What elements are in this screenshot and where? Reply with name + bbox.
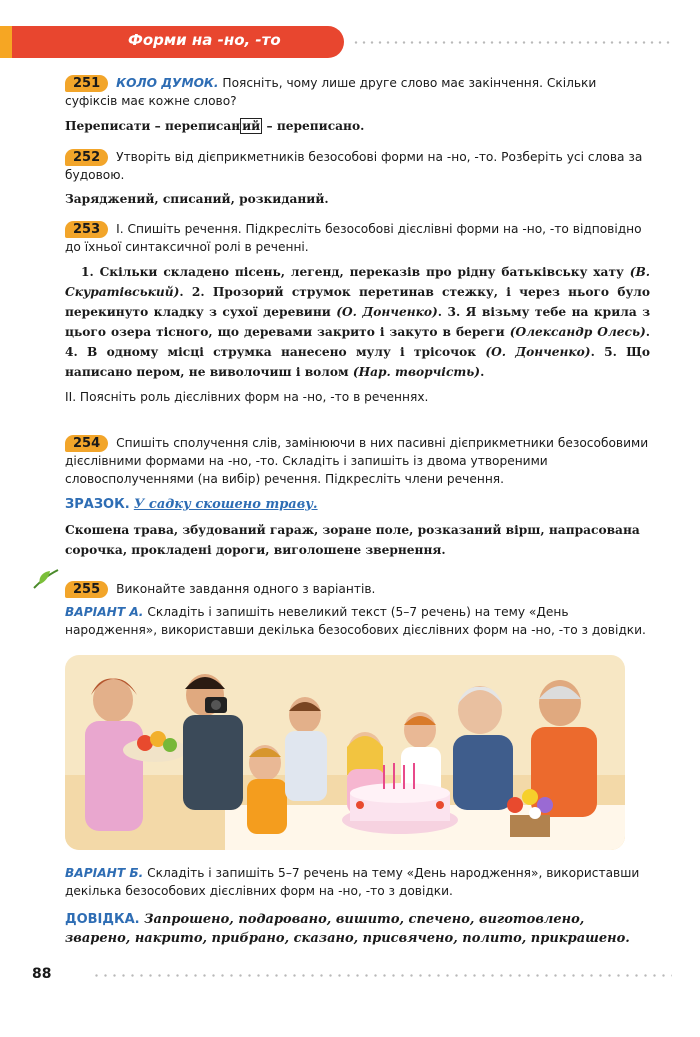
exercise-number: 253 xyxy=(65,221,108,238)
exercise-255 xyxy=(65,580,650,639)
sentence: . 5. Що написано пером, не виволочиш і волом xyxy=(65,345,651,379)
sample-text: У садку скошено траву. xyxy=(133,497,318,512)
variant-b xyxy=(65,864,650,948)
sentence-end: . xyxy=(480,365,485,379)
leaf-icon xyxy=(32,568,60,590)
exercise-words: Скошена трава, збудований гараж, зоране поле, розказаний вірш, напрасована сорочка, прокладені дороги, виголошене звернення. xyxy=(65,523,640,557)
sentence: . 4. В одному місці струмка нанесено мулу і трісочок xyxy=(65,325,651,359)
word-part: – переписано. xyxy=(262,119,365,133)
exercise-252 xyxy=(65,148,650,209)
exercise-words: Заряджений, списаний, розкиданий. xyxy=(65,192,329,206)
variant-a xyxy=(65,603,650,639)
exercise-254 xyxy=(65,434,650,560)
ending-box: ий xyxy=(242,119,261,133)
author: (Нар. творчість) xyxy=(352,365,481,379)
exercise-number: 252 xyxy=(65,149,108,166)
variant-b-label: ВАРІАНТ Б. xyxy=(65,866,144,880)
page-title: Форми на -но, -то xyxy=(128,31,281,49)
exercise-keyword: КОЛО ДУМОК. xyxy=(116,76,219,90)
exercise-task: Утворіть від дієприкметників безособові форми на -но, -то. Розберіть усі слова за будовою. xyxy=(65,150,643,182)
sentence: . 2. Прозорий струмок перетинав стежку, і через нього було перекинуто кладку з сухої деревини xyxy=(65,285,650,319)
sample-label: ЗРАЗОК. xyxy=(65,497,130,512)
exercise-number: 254 xyxy=(65,435,108,452)
hint-text: Запрошено, подаровано, вишито, спечено, виготовлено, зварено, накрито, прибрано, сказано, присвячено, полито, прикрашено. xyxy=(65,912,630,946)
variant-b-text: Складіть і запишіть 5–7 речень на тему «День народження», використавши декілька безособових дієслівних форм на -но, -то з довідки. xyxy=(65,866,640,898)
author: (О. Донченко) xyxy=(485,345,591,359)
page-number: 88 xyxy=(32,966,52,982)
exercise-words xyxy=(65,116,650,136)
exercise-task: Поясніть, чому лише друге слово має закінчення. Скільки суфіксів має кожне слово? xyxy=(65,76,597,108)
exercise-number: 251 xyxy=(65,75,108,92)
exercise-task-2: ІІ. Поясніть роль дієслівних форм на -но, -то в реченнях. xyxy=(65,390,429,404)
author: (Олександр Олесь) xyxy=(509,325,646,339)
header-stripe xyxy=(0,26,12,58)
sample xyxy=(65,496,650,514)
exercise-251 xyxy=(65,74,650,136)
word-part: Переписати – переписан xyxy=(65,119,241,133)
hint xyxy=(65,910,650,948)
sentence: . 3. Я візьму тебе на крила з цього озера тісного, що деревами закрито і закуто в береги xyxy=(65,305,650,339)
variant-a-label: ВАРІАНТ А. xyxy=(65,605,144,619)
birthday-party-illustration xyxy=(65,655,625,850)
exercise-sentences xyxy=(65,262,650,382)
footer-dotted-rule xyxy=(92,974,672,977)
variant-a-text: Складіть і запишіть невеликий текст (5–7 речень) на тему «День народження», використавши декілька безособових дієслівних форм на -но, -то з довідки. xyxy=(65,605,646,637)
author: (О. Донченко) xyxy=(336,305,438,319)
exercise-number: 255 xyxy=(65,581,108,598)
exercise-task: Спишіть сполучення слів, замінюючи в них пасивні дієприкметники безособовими дієслівними формами на -но, -то. Складіть і запишіть із двома утвореними словосполученнями (на вибір) речення. Підкресліть члени речення. xyxy=(65,436,649,486)
header-dotted-rule xyxy=(352,41,672,44)
hint-label: ДОВІДКА. xyxy=(65,912,140,927)
sentence: 1. Скільки складено пісень, легенд, переказів про рідну батьківську хату xyxy=(81,265,630,279)
exercise-task: І. Спишіть речення. Підкресліть безособові дієслівні форми на -но, -то відповідно до їхньої синтаксичної ролі в реченні. xyxy=(65,222,642,254)
exercise-253 xyxy=(65,220,650,406)
exercise-task: Виконайте завдання одного з варіантів. xyxy=(116,582,376,596)
author: (В. Скуратівський) xyxy=(65,265,650,299)
